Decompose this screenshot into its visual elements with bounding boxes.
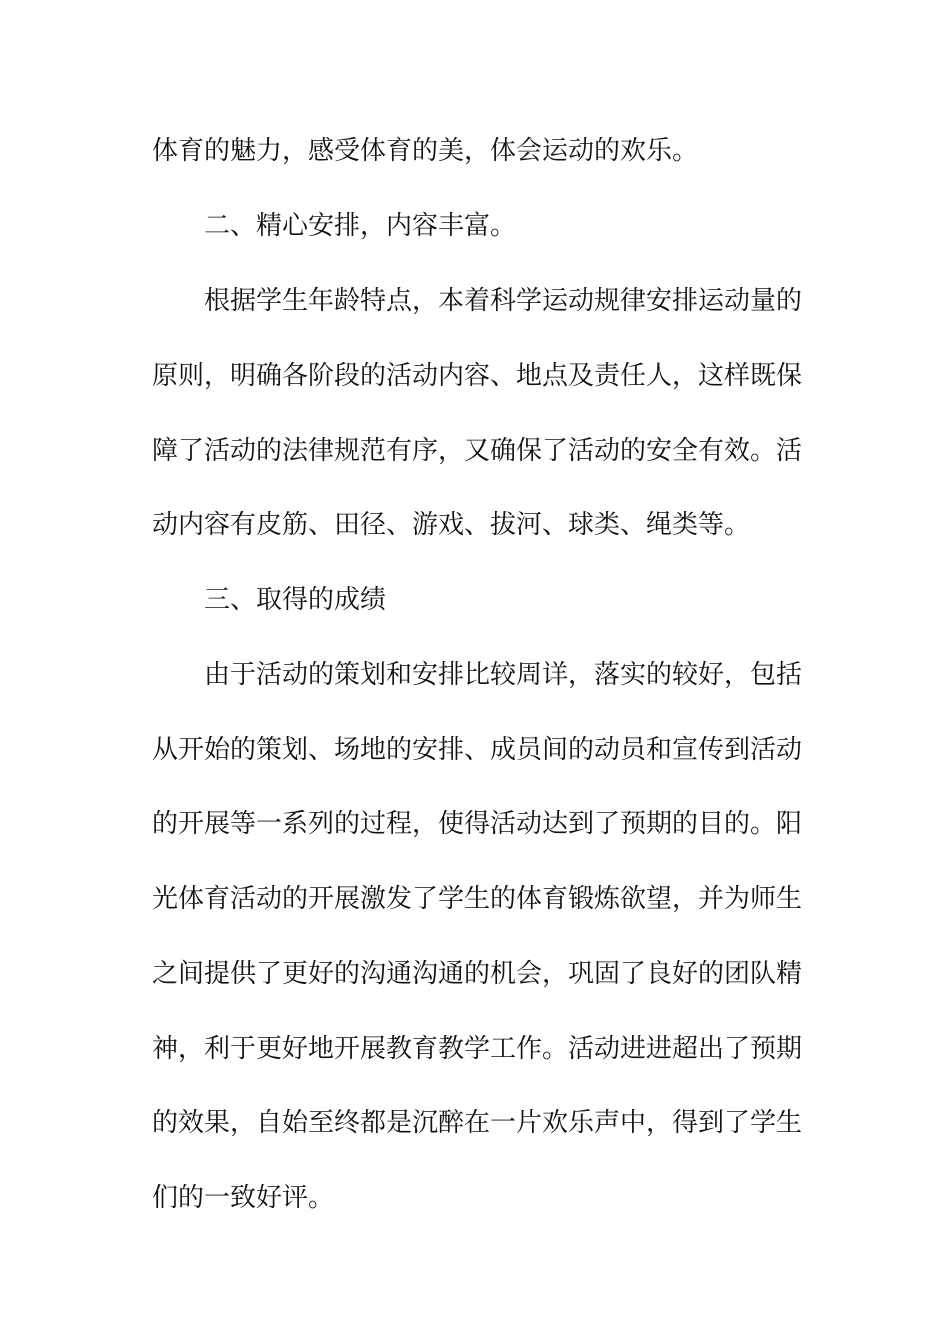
paragraph-line: 们的一致好评。 <box>152 1183 335 1213</box>
paragraph-line: 的开展等一系列的过程，使得活动达到了预期的目的。阳 <box>152 809 803 839</box>
paragraph-line: 体育的魅力，感受体育的美，体会运动的欢乐。 <box>152 136 699 166</box>
paragraph-line: 动内容有皮筋、田径、游戏、拔河、球类、绳类等。 <box>152 510 751 540</box>
paragraph-line: 之间提供了更好的沟通沟通的机会，巩固了良好的团队精 <box>152 959 803 989</box>
paragraph-line: 神，利于更好地开展教育教学工作。活动进进超出了预期 <box>152 1034 803 1064</box>
paragraph-line: 由于活动的策划和安排比较周详，落实的较好，包括 <box>204 660 803 690</box>
section-heading: 三、取得的成绩 <box>204 585 387 615</box>
paragraph-line: 从开始的策划、场地的安排、成员间的动员和宣传到活动 <box>152 735 803 765</box>
paragraph-line: 根据学生年龄特点，本着科学运动规律安排运动量的 <box>204 286 803 316</box>
paragraph-line: 障了活动的法律规范有序，又确保了活动的安全有效。活 <box>152 436 803 466</box>
paragraph-line: 光体育活动的开展激发了学生的体育锻炼欲望，并为师生 <box>152 884 803 914</box>
paragraph-line: 的效果，自始至终都是沉醉在一片欢乐声中，得到了学生 <box>152 1108 803 1138</box>
section-heading: 二、精心安排，内容丰富。 <box>204 211 517 241</box>
paragraph-line: 原则，明确各阶段的活动内容、地点及责任人，这样既保 <box>152 361 803 391</box>
